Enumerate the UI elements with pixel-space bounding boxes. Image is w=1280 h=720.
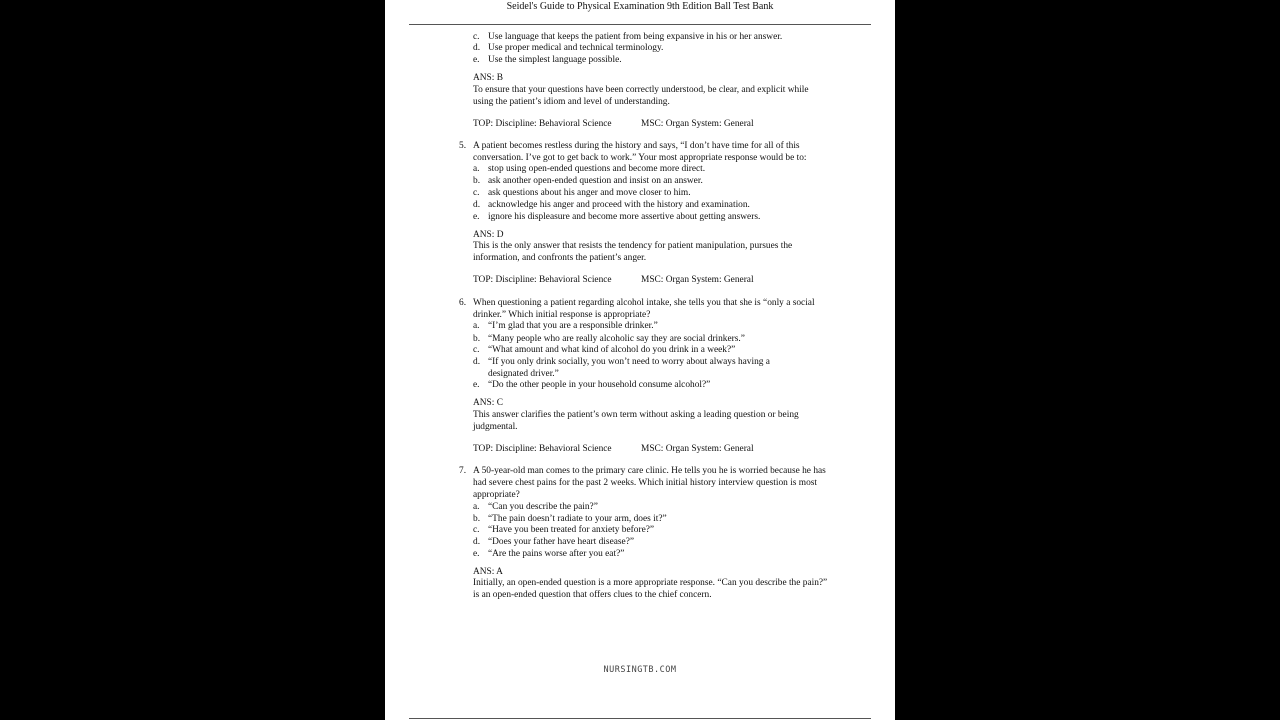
answer-key: ANS: C	[473, 398, 503, 408]
question-stem: A patient becomes restless during the history and says, “I don’t have time for all of this	[473, 141, 800, 151]
topic-tag: TOP: Discipline: Behavioral Science	[473, 119, 612, 129]
rationale-line: To ensure that your questions have been correctly understood, be clear, and explicit while	[473, 85, 809, 95]
option-line: a. stop using open-ended questions and become more direct.	[473, 164, 706, 174]
option-line: b. ask another open-ended question and insist on an answer.	[473, 176, 703, 186]
rationale-line: is an open-ended question that offers clues to the chief concern.	[473, 590, 712, 600]
topic-tag: TOP: Discipline: Behavioral Science	[473, 444, 612, 454]
option-line: a. “I’m glad that you are a responsible drinker.”	[473, 321, 658, 331]
answer-key: ANS: A	[473, 567, 503, 577]
header-title: Seidel's Guide to Physical Examination 9th Edition Ball Test Bank	[506, 1, 774, 12]
msc-tag: MSC: Organ System: General	[641, 275, 754, 285]
document-page	[385, 0, 895, 720]
option-line: d. acknowledge his anger and proceed with the history and examination.	[473, 200, 750, 210]
option-line: c. ask questions about his anger and move closer to him.	[473, 188, 691, 198]
msc-tag: MSC: Organ System: General	[641, 444, 754, 454]
option-line: b. “Many people who are really alcoholic say they are social drinkers.”	[473, 334, 745, 344]
rationale-line: using the patient’s idiom and level of understanding.	[473, 97, 670, 107]
question-number: 6.	[459, 298, 467, 308]
question-stem: A 50-year-old man comes to the primary care clinic. He tells you he is worried because he has	[473, 466, 826, 476]
rationale-line: This is the only answer that resists the tendency for patient manipulation, pursues the	[473, 241, 793, 251]
topic-tag: TOP: Discipline: Behavioral Science	[473, 275, 612, 285]
option-line: designated driver.”	[488, 369, 559, 379]
question-stem: conversation. I’ve got to get back to work.” Your most appropriate response would be to:	[473, 153, 807, 163]
answer-key: ANS: B	[473, 73, 503, 83]
rationale-line: judgmental.	[473, 422, 518, 432]
page-header	[409, 0, 871, 25]
question-stem: When questioning a patient regarding alcohol intake, she tells you that she is “only a social	[473, 298, 815, 308]
option-line: e. “Are the pains worse after you eat?”	[473, 549, 625, 559]
option-line: b. “The pain doesn’t radiate to your arm, does it?”	[473, 514, 667, 524]
option-line: c. “What amount and what kind of alcohol do you drink in a week?”	[473, 345, 736, 355]
option-line: c. “Have you been treated for anxiety before?”	[473, 525, 655, 535]
option-line: d. “Does your father have heart disease?”	[473, 537, 635, 547]
rationale-line: information, and confronts the patient’s anger.	[473, 253, 647, 263]
question-number: 7.	[459, 466, 467, 476]
question-stem: appropriate?	[473, 490, 520, 500]
footer-rule	[409, 718, 871, 719]
question-number: 5.	[459, 141, 467, 151]
option-line: a. “Can you describe the pain?”	[473, 502, 598, 512]
rationale-line: Initially, an open-ended question is a more appropriate response. “Can you describe the pain?”	[473, 578, 828, 588]
option-line: e. ignore his displeasure and become more assertive about getting answers.	[473, 212, 761, 222]
question-stem: drinker.” Which initial response is appropriate?	[473, 310, 651, 320]
option-line: e. “Do the other people in your household consume alcohol?”	[473, 380, 711, 390]
option-line: c. Use language that keeps the patient from being expansive in his or her answer.	[473, 32, 783, 42]
footer-site-link[interactable]: NURSINGTB.COM	[603, 665, 677, 675]
msc-tag: MSC: Organ System: General	[641, 119, 754, 129]
option-line: e. Use the simplest language possible.	[473, 55, 622, 65]
question-stem: had severe chest pains for the past 2 weeks. Which initial history interview question is most	[473, 478, 818, 488]
option-line: d. “If you only drink socially, you won’t need to worry about always having a	[473, 357, 770, 367]
rationale-line: This answer clarifies the patient’s own term without asking a leading question or being	[473, 410, 799, 420]
answer-key: ANS: D	[473, 230, 504, 240]
option-line: d. Use proper medical and technical terminology.	[473, 43, 664, 53]
